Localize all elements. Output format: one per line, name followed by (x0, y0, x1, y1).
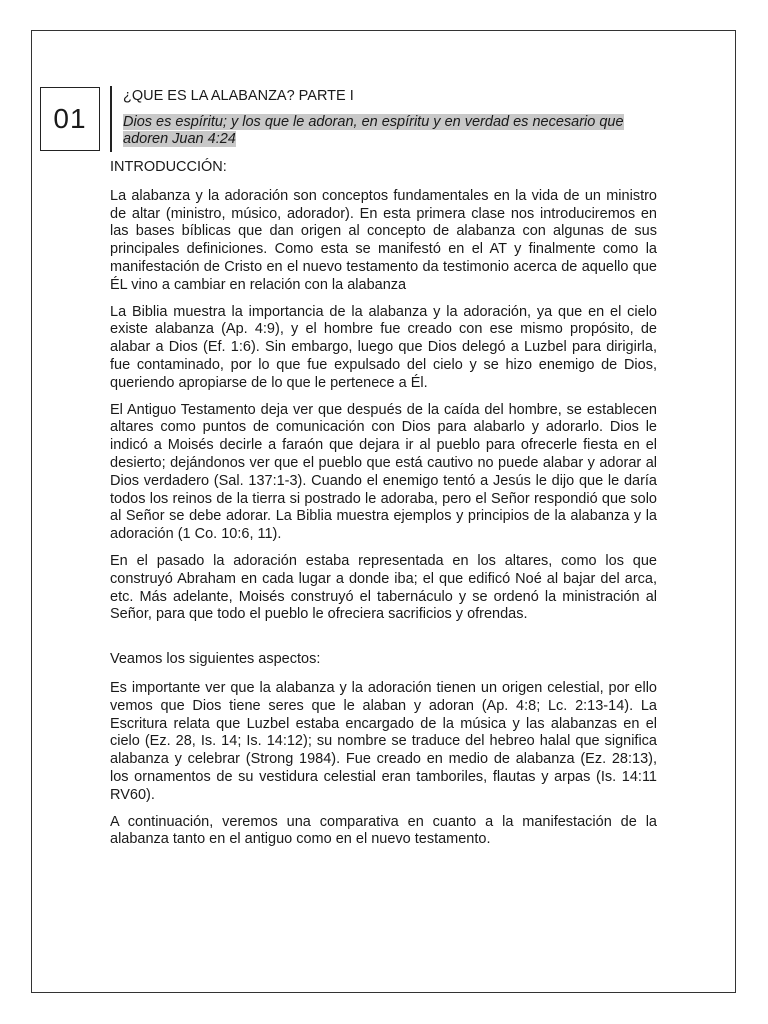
lesson-title: ¿QUE ES LA ALABANZA? PARTE I (123, 88, 354, 104)
aspects-paragraph-1: Es importante ver que la alabanza y la adoración tienen un origen celestial, por ello vemos que Dios tiene seres que le alaban y adoran (Ap. 4:8; Lc. 2:13-14). La Escritura relata que Luzbel estaba encargado de la música y las alabanzas en el cielo (Ez. 28, Is. 14; Is. 14:12); su nombre se traduce del hebreo halal que significa alabanza y celebrar (Strong 1984). Fue creado en medio de alabanza (Ez. 28:13), los ornamentos de su vestidura celestial eran tamboriles, flautas y arpas (Is. 14:11 RV60). (110, 679, 657, 803)
document-body (110, 159, 657, 858)
header-divider (110, 86, 112, 152)
verse-highlight: Dios es espíritu; y los que le adoran, en espíritu y en verdad es necesario que adoren Juan 4:24 (123, 114, 624, 147)
intro-heading: INTRODUCCIÓN: (110, 159, 227, 175)
paragraph-3: El Antiguo Testamento deja ver que después de la caída del hombre, se establecen altares como puntos de comunicación con Dios para alabarlo y adorarlo. Dios le indicó a Moisés decirle a faraón que dejara ir al pueblo para ofrecerle fiesta en el desierto; dejándonos ver que el pueblo que está cautivo no puede alabar y adorar al Dios verdadero (Sal. 137:1-3). Cuando el enemigo tentó a Jesús le dijo que le daría todos los reinos de la tierra si postrado le adoraba, pero el Señor respondió que solo al Señor se debe adorar. La Biblia muestra ejemplos y principios de la alabanza y la adoración (1 Co. 10:6, 11). (110, 401, 657, 543)
paragraph-1: La alabanza y la adoración son conceptos fundamentales en la vida de un ministro de altar (ministro, músico, adorador). En esta primera clase nos introduciremos en las bases bíblicas que dan origen al concepto de alabanza con algunas de sus principales definiciones. Como esta se manifestó en el AT y finalmente como la manifestación de Cristo en el nuevo testamento da testimonio acerca de aquello que ÉL vino a cambiar en relación con la alabanza (110, 187, 657, 293)
lesson-number-box: 01 (40, 87, 100, 151)
paragraph-2: La Biblia muestra la importancia de la alabanza y la adoración, ya que en el cielo existe alabanza (Ap. 4:9), y el hombre fue creado con ese mismo propósito, de alabar a Dios (Ef. 1:6). Sin embargo, luego que Dios delegó a Luzbel para dirigirla, fue contaminado, por lo que fue expulsado del cielo y se hizo enemigo de Dios, queriendo apropiarse de lo que le pertenece a Él. (110, 303, 657, 391)
aspects-heading: Veamos los siguientes aspectos: (110, 651, 321, 668)
paragraph-4: En el pasado la adoración estaba representada en los altares, como los que construyó Abraham en cada lugar a donde iba; el que edificó Noé al bajar del arca, etc. Más adelante, Moisés construyó el tabernáculo y se ordenó la ministración al Señor, para que todo el pueblo le ofreciera sacrificios y ofrendas. (110, 552, 657, 623)
verse-quote (123, 114, 656, 148)
aspects-paragraph-2: A continuación, veremos una comparativa en cuanto a la manifestación de la alabanza tanto en el antiguo como en el nuevo testamento. (110, 813, 657, 848)
